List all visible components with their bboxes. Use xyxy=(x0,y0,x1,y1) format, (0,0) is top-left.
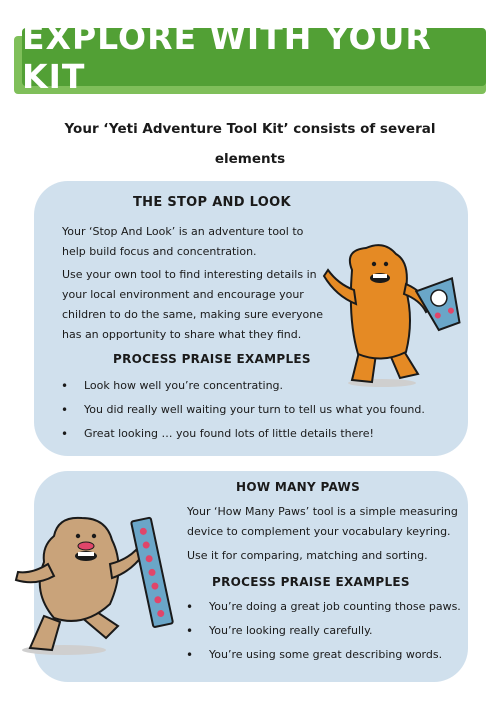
how-many-paws-para-2 xyxy=(187,546,469,566)
stop-and-look-para-1 xyxy=(62,222,342,262)
list-item: • You did really well waiting your turn to tell us what you found. xyxy=(58,400,458,424)
banner-front xyxy=(22,18,486,96)
intro-line-1: Your ‘Yeti Adventure Tool Kit’ consists of several elements xyxy=(64,121,436,167)
stop-and-look-praise-heading: PROCESS PRAISE EXAMPLES xyxy=(113,352,311,366)
para-line: Use your own tool to find interesting details in xyxy=(62,268,317,281)
stop-and-look-tool-icon xyxy=(416,278,467,332)
how-many-paws-heading: HOW MANY PAWS xyxy=(236,480,361,494)
title-banner xyxy=(14,18,486,96)
list-item: • Great looking … you found lots of little details there! xyxy=(58,424,458,448)
list-item: • You’re doing a great job counting those paws. xyxy=(183,597,468,621)
para-line: Your ‘How Many Paws’ tool is a simple measuring xyxy=(187,505,458,518)
para-line: help build focus and concentration. xyxy=(62,245,257,258)
para-line: children to do the same, making sure everyone xyxy=(62,308,324,321)
para-line: has an opportunity to share what they find. xyxy=(62,328,302,341)
how-many-paws-para-1 xyxy=(187,502,469,542)
list-item: • You’re looking really carefully. xyxy=(183,621,468,645)
how-many-paws-praise-heading: PROCESS PRAISE EXAMPLES xyxy=(212,575,410,589)
how-many-paws-praise-list xyxy=(183,597,468,669)
para-line: device to complement your vocabulary keyring. xyxy=(187,525,451,538)
para-line: Your ‘Stop And Look’ is an adventure tool to xyxy=(62,225,304,238)
para-line: your local environment and encourage your xyxy=(62,288,304,301)
para-line: Use it for comparing, matching and sorting. xyxy=(187,549,428,562)
stop-and-look-para-2 xyxy=(62,265,347,345)
page-title: EXPLORE WITH YOUR KIT xyxy=(22,18,432,96)
list-item: • Look how well you’re concentrating. xyxy=(58,376,458,400)
orange-yeti-illustration xyxy=(322,240,472,390)
paws-measuring-stick-icon xyxy=(131,518,173,628)
tan-yeti-illustration xyxy=(14,512,184,660)
stop-and-look-heading: THE STOP AND LOOK xyxy=(133,195,291,210)
list-item: • You’re using some great describing words. xyxy=(183,645,468,669)
